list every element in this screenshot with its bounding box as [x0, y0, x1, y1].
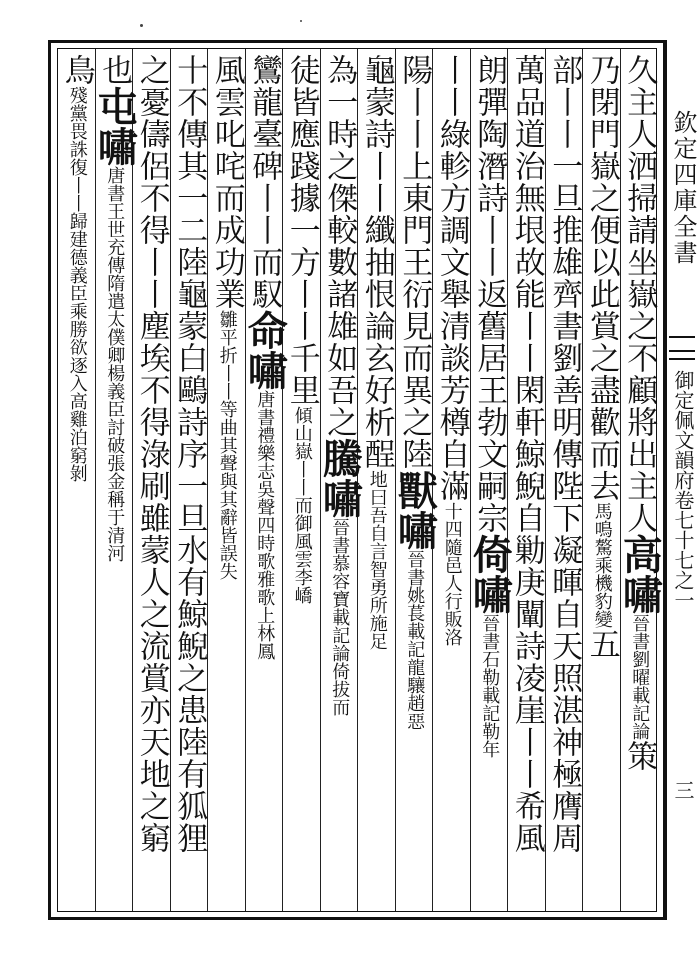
- body-text: 十不傳其一二陸龜蒙白鷗詩序一旦水有鯨鯢之患陸有狐狸: [171, 54, 208, 854]
- source-note: 晉書石勒載記勒年: [479, 614, 501, 758]
- text-column: [391, 54, 439, 906]
- text-column: [316, 54, 364, 906]
- text-column: [91, 54, 139, 906]
- volume-label: 御定佩文韻府卷七十七之一: [671, 370, 695, 610]
- entry-heading: 命嘯: [241, 310, 289, 390]
- entry-heading: 騰嘯: [316, 438, 364, 518]
- source-note: 傾山嶽丨丨而御風雲李嶠: [291, 406, 313, 604]
- body-text: 徒皆應踐據一方丨丨千里: [283, 54, 320, 406]
- text-column: [241, 54, 289, 906]
- source-note: 地曰吾自言智勇所施足: [366, 470, 388, 650]
- text-column: [207, 54, 245, 906]
- source-note: 晉書劉曜載記論: [629, 614, 651, 740]
- body-text: 之憂儔侶不得丨丨塵埃不得淥刷雖蒙人之流賞亦天地之窮: [133, 54, 170, 854]
- source-note: 十四隨邑人行販洛: [441, 502, 463, 646]
- text-column: [544, 54, 582, 906]
- body-text: 鸞龍臺碑丨丨而馭: [246, 54, 283, 310]
- source-note: 晉書姚萇載記龍驤趙惡: [404, 550, 426, 730]
- source-note: 晉書慕容寶載記論倚拔而: [329, 518, 351, 716]
- body-text: 久主人洒掃請坐嶽之不顧將出主人: [621, 54, 658, 534]
- body-text: 陽丨丨上東門王衍見而異之陸: [396, 54, 433, 470]
- book-title: 欽定四庫全書: [669, 110, 697, 266]
- entry-heading: 獸嘯: [391, 470, 439, 550]
- text-column: [466, 54, 514, 906]
- source-note: 唐書王世充傳隋遣太僕卿楊義臣討破張金稱于清河: [104, 166, 126, 562]
- text-column: [57, 54, 95, 906]
- body-text: 五: [583, 628, 620, 660]
- page-number: 三: [671, 780, 695, 800]
- body-text: 朗彈陶潛詩丨丨返舊居王勃文嗣宗: [471, 54, 508, 534]
- body-text: 也: [96, 54, 133, 86]
- text-column: [616, 54, 664, 906]
- body-text: 萬品道治無垠故能丨丨閑軒鯨鯢自勦庚闡詩凌崖丨丨希風: [508, 54, 545, 854]
- text-column: [282, 54, 320, 906]
- entry-heading: 高嘯: [616, 534, 664, 614]
- text-column: [582, 54, 620, 906]
- body-text: 丨丨綠軫方調文舉清談芳樽自滿: [433, 54, 470, 502]
- entry-heading: 屯嘯: [91, 86, 139, 166]
- source-note: 唐書禮樂志吳聲四時歌雅歌上林鳳: [254, 390, 276, 660]
- source-note: 殘黨畏誅復丨丨歸建德義臣乘勝欲逐入高雞泊窮剝: [66, 86, 88, 482]
- body-text: 乃閉門嶽之便以此賞之盡歡而去: [583, 54, 620, 502]
- ink-speck: [140, 24, 143, 27]
- ink-speck: [300, 20, 302, 22]
- text-column: [169, 54, 207, 906]
- page-margin: [664, 40, 697, 920]
- source-note: 雛平折丨丨等曲其聲與其辭皆誤失: [216, 310, 238, 580]
- body-text: 部丨丨一旦推雄齊書劉善明傳陛下凝暉自天照湛神極膺周: [546, 54, 583, 854]
- margin-border: [664, 40, 667, 920]
- body-text: 龜蒙詩丨丨纖抽恨論玄好析酲: [358, 54, 395, 470]
- body-text: 策: [621, 740, 658, 772]
- entry-heading: 倚嘯: [466, 534, 514, 614]
- text-column: [132, 54, 170, 906]
- text-column: [507, 54, 545, 906]
- body-text: 為一時之傑較數諸雄如吾之: [321, 54, 358, 438]
- source-note: 馬鳴驁乘機豹變: [591, 502, 613, 628]
- fishtail-mark: [669, 336, 695, 352]
- body-text: 風雲叱咤而成功業: [208, 54, 245, 310]
- body-text: 鳥: [58, 54, 95, 86]
